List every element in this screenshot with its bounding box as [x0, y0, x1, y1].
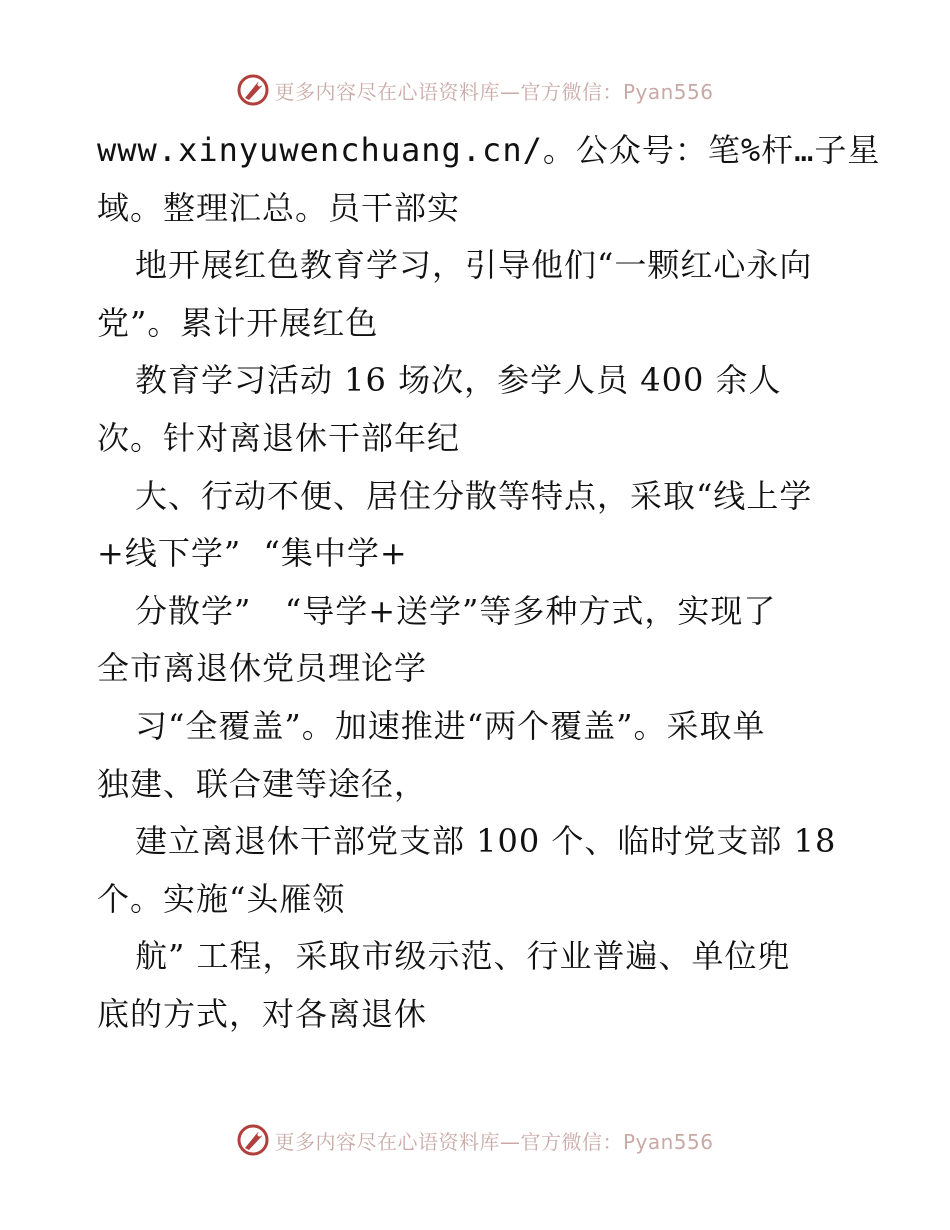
text-line-6: 次。针对离退休干部年纪	[97, 418, 461, 457]
text-line-16: 底的方式，对各离退休	[97, 994, 428, 1033]
pen-nib-logo-icon	[236, 1123, 270, 1157]
text-line-14: 个。实施“头雁领	[97, 879, 346, 918]
text-line-5: 教育学习活动 16 场次，参学人员 400 余人	[135, 361, 782, 400]
footer-watermark-banner	[0, 1118, 950, 1162]
text-line-9: 分散学” “导学+送学”等多种方式，实现了	[135, 591, 777, 630]
text-line-10: 全市离退休党员理论学	[97, 649, 428, 688]
text-line-15: 航” 工程，采取市级示范、行业普遍、单位兜	[135, 937, 791, 976]
pen-nib-logo-icon	[236, 73, 270, 107]
document-body	[97, 122, 881, 1044]
text-line-8: +线下学” “集中学+	[97, 534, 408, 573]
text-line-11: 习“全覆盖”。加速推进“两个覆盖”。采取单	[135, 706, 766, 745]
footer-watermark-text: 更多内容尽在心语资料库—官方微信：Pyan556	[274, 1129, 714, 1154]
text-line-4: 党”。累计开展红色	[97, 303, 379, 342]
header-watermark-banner	[0, 68, 950, 112]
text-line-1: www.xinyuwenchuang.cn/。公众号：笔%杆…子星	[97, 131, 881, 169]
header-watermark-text: 更多内容尽在心语资料库—官方微信：Pyan556	[274, 79, 714, 104]
text-line-2: 域。整理汇总。员干部实	[97, 188, 461, 227]
text-line-3: 地开展红色教育学习，引导他们“一颗红心永向	[135, 246, 813, 285]
text-line-7: 大、行动不便、居住分散等特点，采取“线上学	[135, 476, 813, 515]
text-line-13: 建立离退休干部党支部 100 个、临时党支部 18	[135, 822, 837, 861]
text-line-12: 独建、联合建等途径，	[97, 764, 428, 803]
